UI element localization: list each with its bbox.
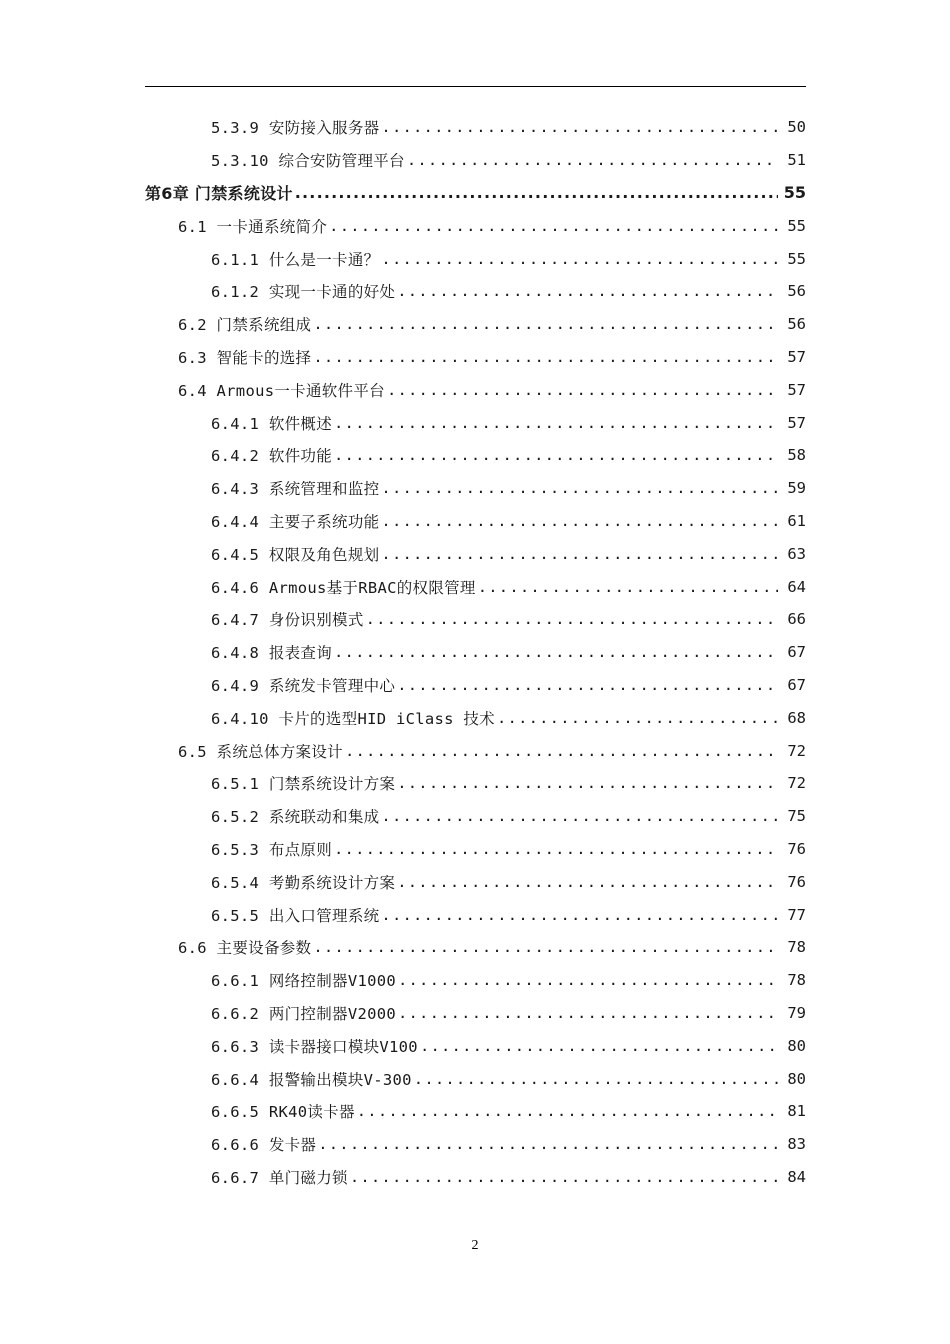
toc-entry[interactable] bbox=[0, 373, 950, 406]
toc-entry-number: 6.4.7 bbox=[211, 611, 260, 630]
toc-leader-dots bbox=[414, 1070, 778, 1088]
toc-entry-title bbox=[178, 936, 311, 958]
toc-entry[interactable] bbox=[0, 603, 950, 636]
toc-entry-number: 6.1.1 bbox=[211, 250, 260, 269]
toc-entry-title bbox=[211, 576, 476, 598]
toc-entry-text: 主要设备参数 bbox=[216, 939, 312, 958]
toc-entry-title bbox=[211, 1068, 412, 1090]
toc-leader-dots bbox=[366, 610, 778, 628]
toc-entry-page: 63 bbox=[787, 544, 806, 563]
toc-entry-title bbox=[211, 707, 495, 729]
toc-entry-title bbox=[178, 313, 311, 335]
toc-entry-title bbox=[211, 477, 379, 499]
toc-leader-dots bbox=[381, 545, 778, 563]
toc-entry[interactable] bbox=[0, 767, 950, 800]
toc-entry-number: 6.6.3 bbox=[211, 1037, 260, 1056]
toc-leader-dots bbox=[397, 282, 778, 300]
toc-entry-text: 系统管理和监控 bbox=[268, 480, 380, 499]
toc-leader-dots bbox=[398, 971, 778, 989]
toc-entry-title bbox=[211, 608, 364, 630]
toc-leader-dots bbox=[387, 381, 778, 399]
toc-leader-dots bbox=[318, 1135, 778, 1153]
toc-entry-page: 57 bbox=[787, 380, 806, 399]
toc-entry[interactable] bbox=[0, 341, 950, 374]
toc-entry-text: 系统联动和集成 bbox=[268, 808, 380, 827]
toc-entry-text: 智能卡的选择 bbox=[216, 348, 312, 367]
toc-entry-title bbox=[211, 412, 332, 434]
toc-leader-dots bbox=[295, 183, 778, 202]
toc-leader-dots bbox=[357, 1102, 778, 1120]
toc-entry-text: 什么是一卡通？ bbox=[268, 250, 380, 269]
toc-leader-dots bbox=[420, 1037, 778, 1055]
toc-entry-number: 6.1 bbox=[178, 217, 207, 236]
toc-entry-text: 两门控制器V2000 bbox=[268, 1004, 396, 1023]
toc-entry-text: 安防接入服务器 bbox=[268, 119, 380, 138]
toc-entry-number: 6.4.5 bbox=[211, 545, 260, 564]
toc-entry[interactable] bbox=[0, 537, 950, 570]
toc-entry-title bbox=[211, 1002, 396, 1024]
toc-entry-title bbox=[211, 1133, 316, 1155]
toc-entry-page: 79 bbox=[787, 1003, 806, 1022]
toc-entry-text: 报警输出模块V-300 bbox=[268, 1070, 412, 1089]
toc-entry-number: 6.6.1 bbox=[211, 972, 260, 991]
toc-entry-title bbox=[211, 444, 332, 466]
toc-entry-page: 78 bbox=[787, 971, 806, 990]
toc-entry-title bbox=[211, 280, 395, 302]
toc-entry-text: 权限及角色规划 bbox=[268, 545, 380, 564]
toc-entry-text: 考勤系统设计方案 bbox=[268, 873, 396, 892]
table-of-contents bbox=[0, 111, 950, 1193]
toc-leader-dots bbox=[313, 938, 778, 956]
toc-entry-text: 门禁系统设计方案 bbox=[268, 775, 396, 794]
toc-entry-title bbox=[211, 116, 379, 138]
toc-entry-number: 6.6 bbox=[178, 939, 207, 958]
toc-entry-title bbox=[211, 871, 395, 893]
toc-leader-dots bbox=[345, 742, 778, 760]
toc-entry-text: 门禁系统组成 bbox=[216, 316, 312, 335]
toc-entry-text: 身份识别模式 bbox=[268, 611, 364, 630]
toc-entry[interactable] bbox=[0, 865, 950, 898]
toc-entry-text: 一卡通系统简介 bbox=[216, 217, 328, 236]
toc-entry[interactable] bbox=[0, 636, 950, 669]
toc-entry[interactable] bbox=[0, 1095, 950, 1128]
toc-entry-title bbox=[211, 1100, 355, 1122]
toc-entry-number: 6.6.7 bbox=[211, 1168, 260, 1187]
toc-entry[interactable] bbox=[0, 242, 950, 275]
toc-entry-page: 56 bbox=[787, 315, 806, 334]
toc-entry-text: RK40读卡器 bbox=[268, 1103, 355, 1122]
toc-entry-title bbox=[178, 346, 311, 368]
toc-entry-title bbox=[178, 215, 327, 237]
toc-entry[interactable] bbox=[0, 701, 950, 734]
toc-entry-text: Armous基于RBAC的权限管理 bbox=[268, 578, 476, 597]
toc-entry-title bbox=[145, 181, 293, 204]
toc-entry-number: 6.6.4 bbox=[211, 1070, 260, 1089]
toc-entry[interactable] bbox=[0, 144, 950, 177]
toc-leader-dots bbox=[381, 479, 778, 497]
toc-leader-dots bbox=[334, 446, 778, 464]
toc-entry-number: 6.1.2 bbox=[211, 283, 260, 302]
toc-leader-dots bbox=[397, 676, 778, 694]
toc-entry[interactable] bbox=[0, 439, 950, 472]
toc-entry[interactable] bbox=[0, 275, 950, 308]
toc-entry[interactable] bbox=[0, 964, 950, 997]
toc-entry-page: 78 bbox=[787, 938, 806, 957]
toc-entry-number: 6.4.6 bbox=[211, 578, 260, 597]
toc-leader-dots bbox=[381, 906, 778, 924]
toc-entry-title bbox=[211, 838, 332, 860]
toc-entry-number: 6.6.6 bbox=[211, 1136, 260, 1155]
toc-entry[interactable] bbox=[0, 1062, 950, 1095]
toc-entry-text: 网络控制器V1000 bbox=[268, 972, 396, 991]
toc-entry[interactable] bbox=[0, 669, 950, 702]
toc-leader-dots bbox=[497, 709, 778, 727]
toc-entry-text: 出入口管理系统 bbox=[268, 906, 380, 925]
toc-entry-number: 6.4.4 bbox=[211, 512, 260, 531]
toc-leader-dots bbox=[398, 1004, 778, 1022]
toc-entry-number: 6.4.1 bbox=[211, 414, 260, 433]
toc-entry-title bbox=[211, 510, 379, 532]
toc-entry[interactable] bbox=[0, 800, 950, 833]
toc-entry[interactable] bbox=[0, 570, 950, 603]
toc-entry[interactable] bbox=[0, 111, 950, 144]
toc-entry-page: 57 bbox=[787, 347, 806, 366]
toc-entry-page: 77 bbox=[787, 905, 806, 924]
toc-entry-title bbox=[178, 379, 385, 401]
toc-entry-page: 76 bbox=[787, 872, 806, 891]
toc-entry-page: 55 bbox=[783, 183, 806, 203]
toc-entry-number: 6.5.2 bbox=[211, 808, 260, 827]
toc-leader-dots bbox=[381, 118, 778, 136]
toc-entry-number: 6.4.2 bbox=[211, 447, 260, 466]
toc-entry-text: 卡片的选型HID iClass 技术 bbox=[278, 709, 495, 728]
toc-entry-number: 5.3.10 bbox=[211, 152, 269, 171]
toc-entry-page: 80 bbox=[787, 1069, 806, 1088]
toc-entry[interactable] bbox=[0, 931, 950, 964]
toc-leader-dots bbox=[313, 348, 778, 366]
toc-entry-number: 6.5.5 bbox=[211, 906, 260, 925]
toc-leader-dots bbox=[329, 217, 778, 235]
toc-entry-page: 67 bbox=[787, 675, 806, 694]
toc-leader-dots bbox=[381, 250, 778, 268]
toc-entry-title bbox=[211, 674, 395, 696]
toc-entry-text: 布点原则 bbox=[268, 840, 333, 859]
toc-entry-page: 66 bbox=[787, 610, 806, 629]
toc-entry-text: 实现一卡通的好处 bbox=[268, 283, 396, 302]
toc-entry-page: 75 bbox=[787, 807, 806, 826]
toc-entry-title bbox=[211, 248, 379, 270]
toc-entry[interactable] bbox=[0, 177, 950, 210]
toc-entry[interactable] bbox=[0, 308, 950, 341]
toc-entry-number: 6.4.3 bbox=[211, 480, 260, 499]
toc-entry-number: 6.5.4 bbox=[211, 873, 260, 892]
toc-entry-title bbox=[211, 1166, 348, 1188]
toc-entry-page: 61 bbox=[787, 511, 806, 530]
toc-entry-page: 72 bbox=[787, 774, 806, 793]
toc-entry-page: 55 bbox=[787, 249, 806, 268]
toc-entry-number: 6.4 bbox=[178, 381, 207, 400]
toc-entry-number: 6.6.2 bbox=[211, 1004, 260, 1023]
toc-entry-page: 57 bbox=[787, 413, 806, 432]
toc-entry-page: 58 bbox=[787, 446, 806, 465]
toc-entry-number: 6.5 bbox=[178, 742, 207, 761]
toc-entry-page: 81 bbox=[787, 1102, 806, 1121]
toc-leader-dots bbox=[334, 414, 778, 432]
toc-entry[interactable] bbox=[0, 209, 950, 242]
toc-entry-page: 80 bbox=[787, 1036, 806, 1055]
toc-leader-dots bbox=[313, 315, 778, 333]
toc-entry-number: 6.4.8 bbox=[211, 644, 260, 663]
toc-entry-text: 门禁系统设计 bbox=[194, 184, 293, 204]
toc-entry-text: 发卡器 bbox=[268, 1136, 317, 1155]
header-rule bbox=[145, 86, 806, 87]
toc-entry-title bbox=[211, 149, 405, 171]
toc-entry-title bbox=[211, 543, 379, 565]
toc-leader-dots bbox=[407, 151, 778, 169]
toc-entry-number: 6.5.1 bbox=[211, 775, 260, 794]
toc-entry-page: 55 bbox=[787, 216, 806, 235]
toc-entry-number: 6.4.10 bbox=[211, 709, 269, 728]
toc-entry-page: 72 bbox=[787, 741, 806, 760]
toc-entry-title bbox=[211, 904, 379, 926]
toc-entry-title bbox=[211, 1035, 418, 1057]
toc-entry-text: 报表查询 bbox=[268, 644, 333, 663]
toc-leader-dots bbox=[397, 774, 778, 792]
toc-entry-page: 68 bbox=[787, 708, 806, 727]
toc-entry-number: 第6章 bbox=[145, 184, 190, 204]
toc-entry-text: Armous一卡通软件平台 bbox=[216, 381, 385, 400]
toc-entry[interactable] bbox=[0, 505, 950, 538]
toc-entry-page: 59 bbox=[787, 479, 806, 498]
toc-entry-title bbox=[178, 740, 343, 762]
toc-entry[interactable] bbox=[0, 997, 950, 1030]
toc-leader-dots bbox=[478, 578, 778, 596]
toc-entry-number: 6.2 bbox=[178, 316, 207, 335]
toc-entry[interactable] bbox=[0, 898, 950, 931]
toc-entry-text: 读卡器接口模块V100 bbox=[268, 1037, 418, 1056]
toc-entry-number: 6.4.9 bbox=[211, 676, 260, 695]
toc-leader-dots bbox=[334, 643, 778, 661]
toc-entry-page: 76 bbox=[787, 839, 806, 858]
toc-entry-page: 83 bbox=[787, 1135, 806, 1154]
toc-leader-dots bbox=[381, 512, 778, 530]
toc-leader-dots bbox=[397, 873, 778, 891]
toc-entry[interactable] bbox=[0, 1161, 950, 1194]
toc-entry-text: 软件功能 bbox=[268, 447, 333, 466]
toc-entry-text: 软件概述 bbox=[268, 414, 333, 433]
toc-entry-text: 系统总体方案设计 bbox=[216, 742, 343, 761]
toc-entry-title bbox=[211, 969, 396, 991]
toc-entry-text: 主要子系统功能 bbox=[268, 512, 380, 531]
toc-leader-dots bbox=[381, 807, 778, 825]
toc-entry[interactable] bbox=[0, 472, 950, 505]
toc-entry-page: 51 bbox=[787, 151, 806, 170]
toc-entry-number: 6.3 bbox=[178, 348, 207, 367]
toc-leader-dots bbox=[350, 1168, 778, 1186]
toc-entry-text: 单门磁力锁 bbox=[268, 1168, 348, 1187]
toc-entry[interactable] bbox=[0, 833, 950, 866]
toc-entry-page: 56 bbox=[787, 282, 806, 301]
page-number: 2 bbox=[471, 1238, 479, 1253]
toc-entry-number: 6.5.3 bbox=[211, 840, 260, 859]
toc-entry-text: 系统发卡管理中心 bbox=[268, 676, 396, 695]
toc-entry[interactable] bbox=[0, 406, 950, 439]
toc-entry-page: 84 bbox=[787, 1167, 806, 1186]
toc-entry-number: 5.3.9 bbox=[211, 119, 260, 138]
toc-entry[interactable] bbox=[0, 734, 950, 767]
toc-entry-number: 6.6.5 bbox=[211, 1103, 260, 1122]
toc-entry-text: 综合安防管理平台 bbox=[278, 152, 405, 171]
toc-entry[interactable] bbox=[0, 1128, 950, 1161]
toc-entry-title bbox=[211, 805, 379, 827]
toc-entry[interactable] bbox=[0, 1029, 950, 1062]
toc-leader-dots bbox=[334, 840, 778, 858]
toc-entry-title bbox=[211, 772, 395, 794]
toc-entry-page: 67 bbox=[787, 643, 806, 662]
toc-entry-title bbox=[211, 641, 332, 663]
toc-entry-page: 64 bbox=[787, 577, 806, 596]
toc-entry-page: 50 bbox=[787, 118, 806, 137]
